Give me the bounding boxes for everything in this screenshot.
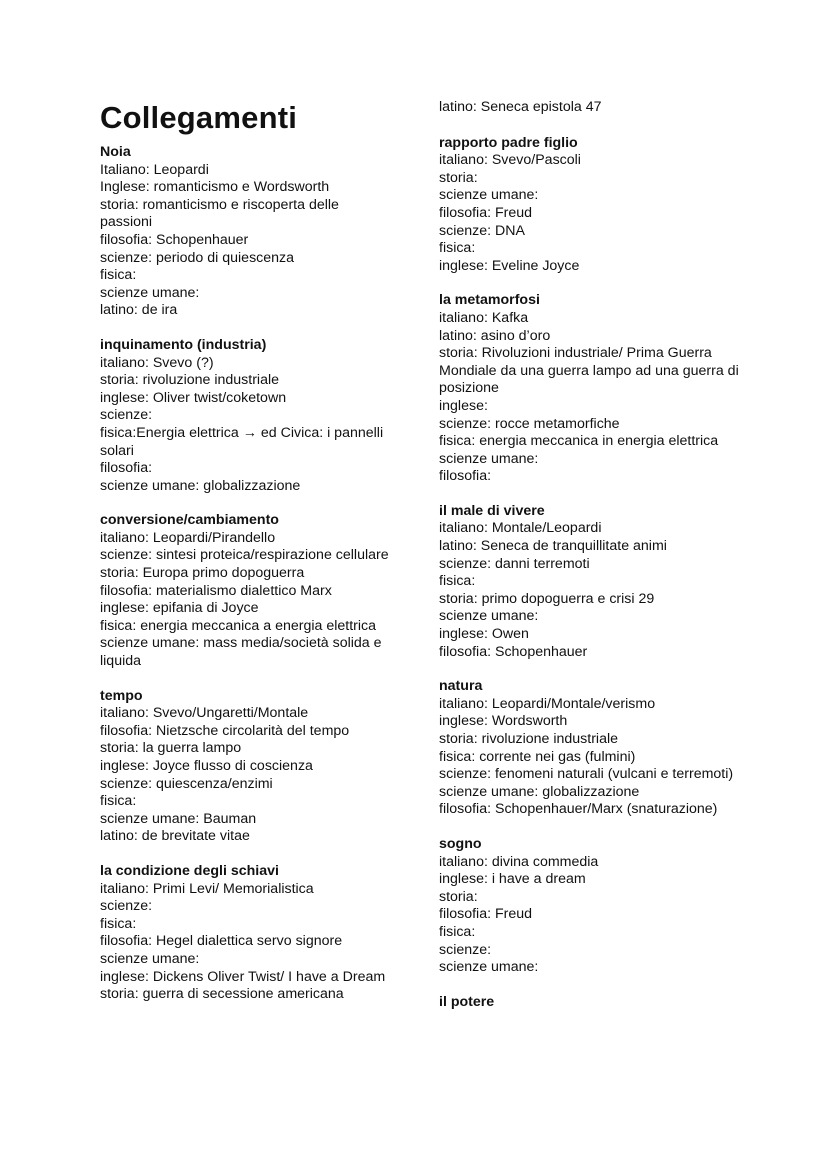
- topic-title: conversione/cambiamento: [100, 512, 279, 529]
- subject-link-line: storia: rivoluzione industriale: [439, 731, 619, 747]
- subject-link-line: storia: la guerra lampo: [100, 740, 242, 757]
- subject-link-line: scienze umane: globalizzazione: [100, 477, 301, 494]
- topic-section: [439, 836, 739, 977]
- subject-link-line: latino: asino d’oro: [439, 327, 551, 344]
- subject-link-line: storia:: [439, 888, 478, 905]
- subject-link-line: italiano: Svevo/Ungaretti/Montale: [100, 705, 309, 722]
- subject-link-line: scienze: quiescenza/enzimi: [100, 775, 273, 792]
- subject-link-line: scienze umane: globalizzazione: [439, 783, 640, 800]
- subject-link-line: inglese: Owen: [439, 626, 529, 643]
- subject-link-line: scienze: DNA: [439, 222, 525, 239]
- right-column: [439, 99, 739, 1028]
- subject-link-line: fisica:: [439, 240, 476, 257]
- topic-title: rapporto padre figlio: [439, 134, 578, 151]
- document-title: Collegamenti: [100, 100, 298, 135]
- subject-link-line: scienze:: [100, 407, 153, 424]
- subject-link-line: scienze umane:: [100, 284, 200, 301]
- topic-section: [439, 678, 739, 819]
- topic-section: [439, 292, 739, 486]
- subject-link-line: scienze umane:: [439, 187, 539, 204]
- subject-link-line: latino: de ira: [100, 302, 178, 319]
- topic-section: [439, 135, 739, 276]
- subject-link-line: fisica:: [439, 923, 476, 940]
- subject-link-line: scienze: periodo di quiescenza: [100, 249, 295, 266]
- subject-link-line: Italiano: Leopardi: [100, 161, 209, 178]
- subject-link-line: filosofia: Freud: [439, 906, 533, 923]
- subject-link-line: italiano: Leopardi/Montale/verismo: [439, 695, 656, 712]
- subject-link-line: filosofia: Schopenhauer/Marx (snaturazione): [439, 801, 718, 818]
- topic-title: tempo: [100, 687, 143, 704]
- subject-link-line: filosofia:: [100, 460, 153, 477]
- topic-section: [439, 994, 739, 1012]
- subject-link-line: inglese: Dickens Oliver Twist/ I have a Dream: [100, 968, 386, 985]
- subject-link-line: inglese: epifania di Joyce: [100, 600, 259, 617]
- topic-title: la metamorfosi: [439, 292, 540, 309]
- subject-link-line: scienze umane: Bauman: [100, 810, 257, 827]
- topic-section: [100, 337, 390, 495]
- subject-link-line: italiano: Leopardi/Pirandello: [100, 529, 276, 546]
- subject-link-line: italiano: Primi Levi/ Memorialistica: [100, 880, 314, 897]
- topic-title: la condizione degli schiavi: [100, 862, 279, 879]
- subject-link-line: filosofia: Nietzsche circolarità del tempo: [100, 722, 350, 739]
- subject-link-line: filosofia:: [439, 468, 492, 485]
- subject-link-line: storia: primo dopoguerra e crisi 29: [439, 590, 655, 607]
- subject-link-line: scienze: fenomeni naturali (vulcani e terremoti): [439, 766, 734, 783]
- left-sections: [100, 144, 390, 1004]
- subject-link-line: scienze:: [100, 898, 153, 915]
- subject-link-line: scienze: danni terremoti: [439, 555, 590, 572]
- topic-title: Noia: [100, 144, 131, 160]
- subject-link-line: latino: de brevitate vitae: [100, 828, 250, 845]
- topic-title: natura: [439, 678, 483, 695]
- subject-link-line: italiano: divina commedia: [439, 853, 599, 870]
- subject-link-line: scienze: rocce metamorfiche: [439, 415, 620, 432]
- subject-link-line: fisica: energia meccanica in energia elettrica: [439, 433, 719, 450]
- topic-title: inquinamento (industria): [100, 336, 267, 353]
- subject-link-line: inglese:: [439, 397, 488, 414]
- topic-title: il potere: [439, 993, 495, 1010]
- subject-link-line: fisica:: [100, 793, 137, 810]
- subject-link-line: italiano: Kafka: [439, 309, 529, 326]
- subject-link-line: fisica:Energia elettrica → ed Civica: i pannelli solari: [100, 424, 384, 459]
- topic-section: [100, 688, 390, 846]
- subject-link-line: storia: Rivoluzioni industriale/ Prima Guerra Mondiale da una guerra lampo ad una guerra di posizione: [439, 345, 739, 397]
- subject-link-line: filosofia: Schopenhauer: [100, 231, 249, 248]
- subject-link-line: storia: guerra di secessione americana: [100, 986, 344, 1003]
- subject-link-line: inglese: Wordsworth: [439, 713, 568, 730]
- subject-link-line: latino: Seneca de tranquillitate animi: [439, 538, 667, 555]
- subject-link-line: filosofia: Freud: [439, 204, 533, 221]
- topic-section: [100, 144, 390, 320]
- subject-link-line: scienze umane:: [439, 608, 539, 625]
- subject-link-line: scienze:: [439, 941, 492, 958]
- subject-link-line: filosofia: materialismo dialettico Marx: [100, 582, 332, 599]
- subject-link-line: inglese: Eveline Joyce: [439, 257, 580, 274]
- subject-link-line: scienze umane:: [100, 950, 200, 967]
- subject-link-line: fisica:: [100, 915, 137, 932]
- subject-link-line: scienze umane:: [439, 450, 539, 467]
- continued-line: latino: Seneca epistola 47: [439, 99, 602, 115]
- right-sections: [439, 135, 739, 1012]
- topic-section: [439, 503, 739, 661]
- topic-title: il male di vivere: [439, 502, 545, 519]
- topic-section: [100, 863, 390, 1004]
- subject-link-line: filosofia: Hegel dialettica servo signore: [100, 933, 343, 950]
- subject-link-line: scienze: sintesi proteica/respirazione cellulare: [100, 547, 389, 564]
- subject-link-line: storia: romanticismo e riscoperta delle passioni: [100, 196, 339, 231]
- subject-link-line: inglese: i have a dream: [439, 871, 586, 888]
- subject-link-line: fisica:: [439, 573, 476, 590]
- subject-link-line: fisica: energia meccanica a energia elettrica: [100, 617, 377, 634]
- subject-link-line: Inglese: romanticismo e Wordsworth: [100, 179, 330, 196]
- left-column: [100, 98, 390, 1021]
- subject-link-line: storia: Europa primo dopoguerra: [100, 565, 305, 582]
- subject-link-line: storia:: [439, 169, 478, 186]
- subject-link-line: filosofia: Schopenhauer: [439, 643, 588, 660]
- subject-link-line: fisica: corrente nei gas (fulmini): [439, 748, 636, 765]
- topic-title: sogno: [439, 835, 482, 852]
- subject-link-line: scienze umane:: [439, 959, 539, 976]
- subject-link-line: fisica:: [100, 267, 137, 284]
- subject-link-line: scienze umane: mass media/società solida e liquida: [100, 635, 382, 670]
- subject-link-line: inglese: Oliver twist/coketown: [100, 389, 287, 406]
- subject-link-line: italiano: Svevo (?): [100, 354, 214, 371]
- subject-link-line: inglese: Joyce flusso di coscienza: [100, 758, 313, 774]
- topic-section: [100, 512, 390, 670]
- subject-link-line: italiano: Montale/Leopardi: [439, 520, 602, 537]
- subject-link-line: italiano: Svevo/Pascoli: [439, 152, 581, 169]
- subject-link-line: storia: rivoluzione industriale: [100, 372, 280, 389]
